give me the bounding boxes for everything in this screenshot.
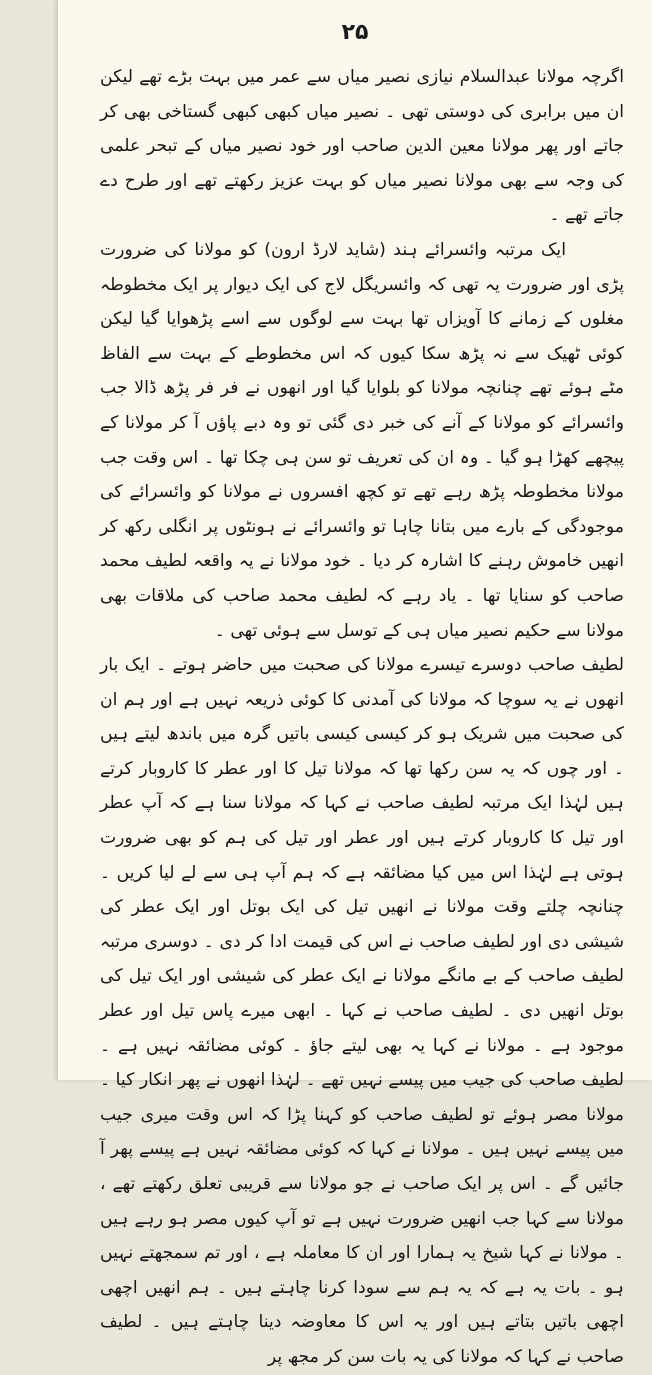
body-text bbox=[100, 60, 624, 1375]
paragraph: ایک مرتبہ وائسرائے ہند (شاید لارڈ ارون) کو مولانا کی ضرورت پڑی اور ضرورت یہ تھی کہ وائسریگل لاج کی ایک دیوار پر ایک مخطوطہ مغلوں کے زمانے کا آویزاں تھا بہت سے لوگوں سے اسے پڑھوایا گیا لیکن کوئی ٹھیک سے نہ پڑھ سکا کیوں کہ اس مخطوطے کے بہت سے الفاظ مٹے ہوئے تھے چنانچہ مولانا کو بلوایا گیا اور انھوں نے فر فر پڑھ ڈالا جب وائسرائے کو مولانا کے آنے کی خبر دی گئی تو وہ دبے پاؤں آ کر مولانا کے پیچھے کھڑا ہو گیا ۔ وہ ان کی تعریف تو سن ہی چکا تھا ۔ اس وقت جب مولانا مخطوطہ پڑھ رہے تھے تو کچھ افسروں نے مولانا کو وائسرائے کی موجودگی کے بارے میں بتانا چاہا تو وائسرائے نے ہونٹوں پر انگلی رکھ کر انھیں خاموش رہنے کا اشارہ کر دیا ۔ خود مولانا نے یہ واقعہ لطیف محمد صاحب کو سنایا تھا ۔ یاد رہے کہ لطیف محمد صاحب کی ملاقات بھی مولانا سے حکیم نصیر میاں ہی کے توسل سے ہوئی تھی ۔ bbox=[100, 239, 624, 641]
paragraph: لطیف صاحب دوسرے تیسرے مولانا کی صحبت میں حاضر ہوتے ۔ ایک بار انھوں نے یہ سوچا کہ مولانا کی آمدنی کا کوئی ذریعہ نہیں ہے اور ہم ان کی صحبت میں شریک ہو کر کیسی کیسی باتیں گرہ میں باندھ لیتے ہیں ۔ اور چوں کہ یہ سن رکھا تھا کہ مولانا تیل کا اور عطر کا کاروبار کرتے ہیں لہٰذا ایک مرتبہ لطیف صاحب نے کہا کہ مولانا سنا ہے کہ آپ عطر اور تیل کا کاروبار کرتے ہیں اور عطر اور تیل کی ہم کو بھی ضرورت ہوتی ہے لہٰذا اس میں کیا مضائقہ ہے کہ ہم آپ ہی سے لے لیا کریں ۔ چنانچہ چلتے وقت مولانا نے انھیں تیل کی ایک بوتل اور ایک عطر کی شیشی دی اور لطیف صاحب نے اس کی قیمت ادا کر دی ۔ دوسری مرتبہ لطیف صاحب کے بے مانگے مولانا نے ایک عطر کی شیشی اور ایک تیل کی بوتل انھیں دی ۔ لطیف صاحب نے کہا ۔ ابھی میرے پاس تیل اور عطر موجود ہے ۔ مولانا نے کہا یہ بھی لیتے جاؤ ۔ کوئی مضائقہ نہیں ہے ۔ لطیف صاحب کی جیب میں پیسے نہیں تھے ۔ لہٰذا انھوں نے پھر انکار کیا ۔ مولانا مصر ہوئے تو لطیف صاحب کو کہنا پڑا کہ اس وقت میری جیب میں پیسے نہیں ہیں ۔ مولانا نے کہا کہ کوئی مضائقہ نہیں ہے پیسے پھر آ جائیں گے ۔ اس پر ایک صاحب نے جو مولانا سے قریبی تعلق رکھتے تھے ، مولانا سے کہا جب انھیں ضرورت نہیں ہے تو آپ کیوں مصر ہو رہے ہیں ۔ مولانا نے کہا شیخ یہ ہمارا اور ان کا معاملہ ہے ، اور تم سمجھتے نہیں ہو ۔ بات یہ ہے کہ یہ ہم سے سودا کرنا چاہتے ہیں ۔ ہم انھیں اچھی اچھی باتیں بتاتے ہیں اور یہ اس کا معاوضہ دینا چاہتے ہیں ۔ لطیف صاحب نے کہا کہ مولانا کی یہ بات سن کر مجھ پر bbox=[100, 655, 624, 1367]
book-page bbox=[58, 0, 652, 1367]
page-number: ۲۵ bbox=[341, 20, 369, 45]
paragraph: اگرچہ مولانا عبدالسلام نیازی نصیر میاں سے عمر میں بہت بڑے تھے لیکن ان میں برابری کی دوستی تھی ۔ نصیر میاں کبھی کبھی گستاخی بھی کر جاتے اور پھر مولانا معین الدین صاحب اور خود نصیر میاں کے تبحر علمی کی وجہ سے بھی مولانا نصیر میاں کو بہت عزیز رکھتے تھے اور طرح دے جاتے تھے ۔ bbox=[100, 67, 624, 226]
